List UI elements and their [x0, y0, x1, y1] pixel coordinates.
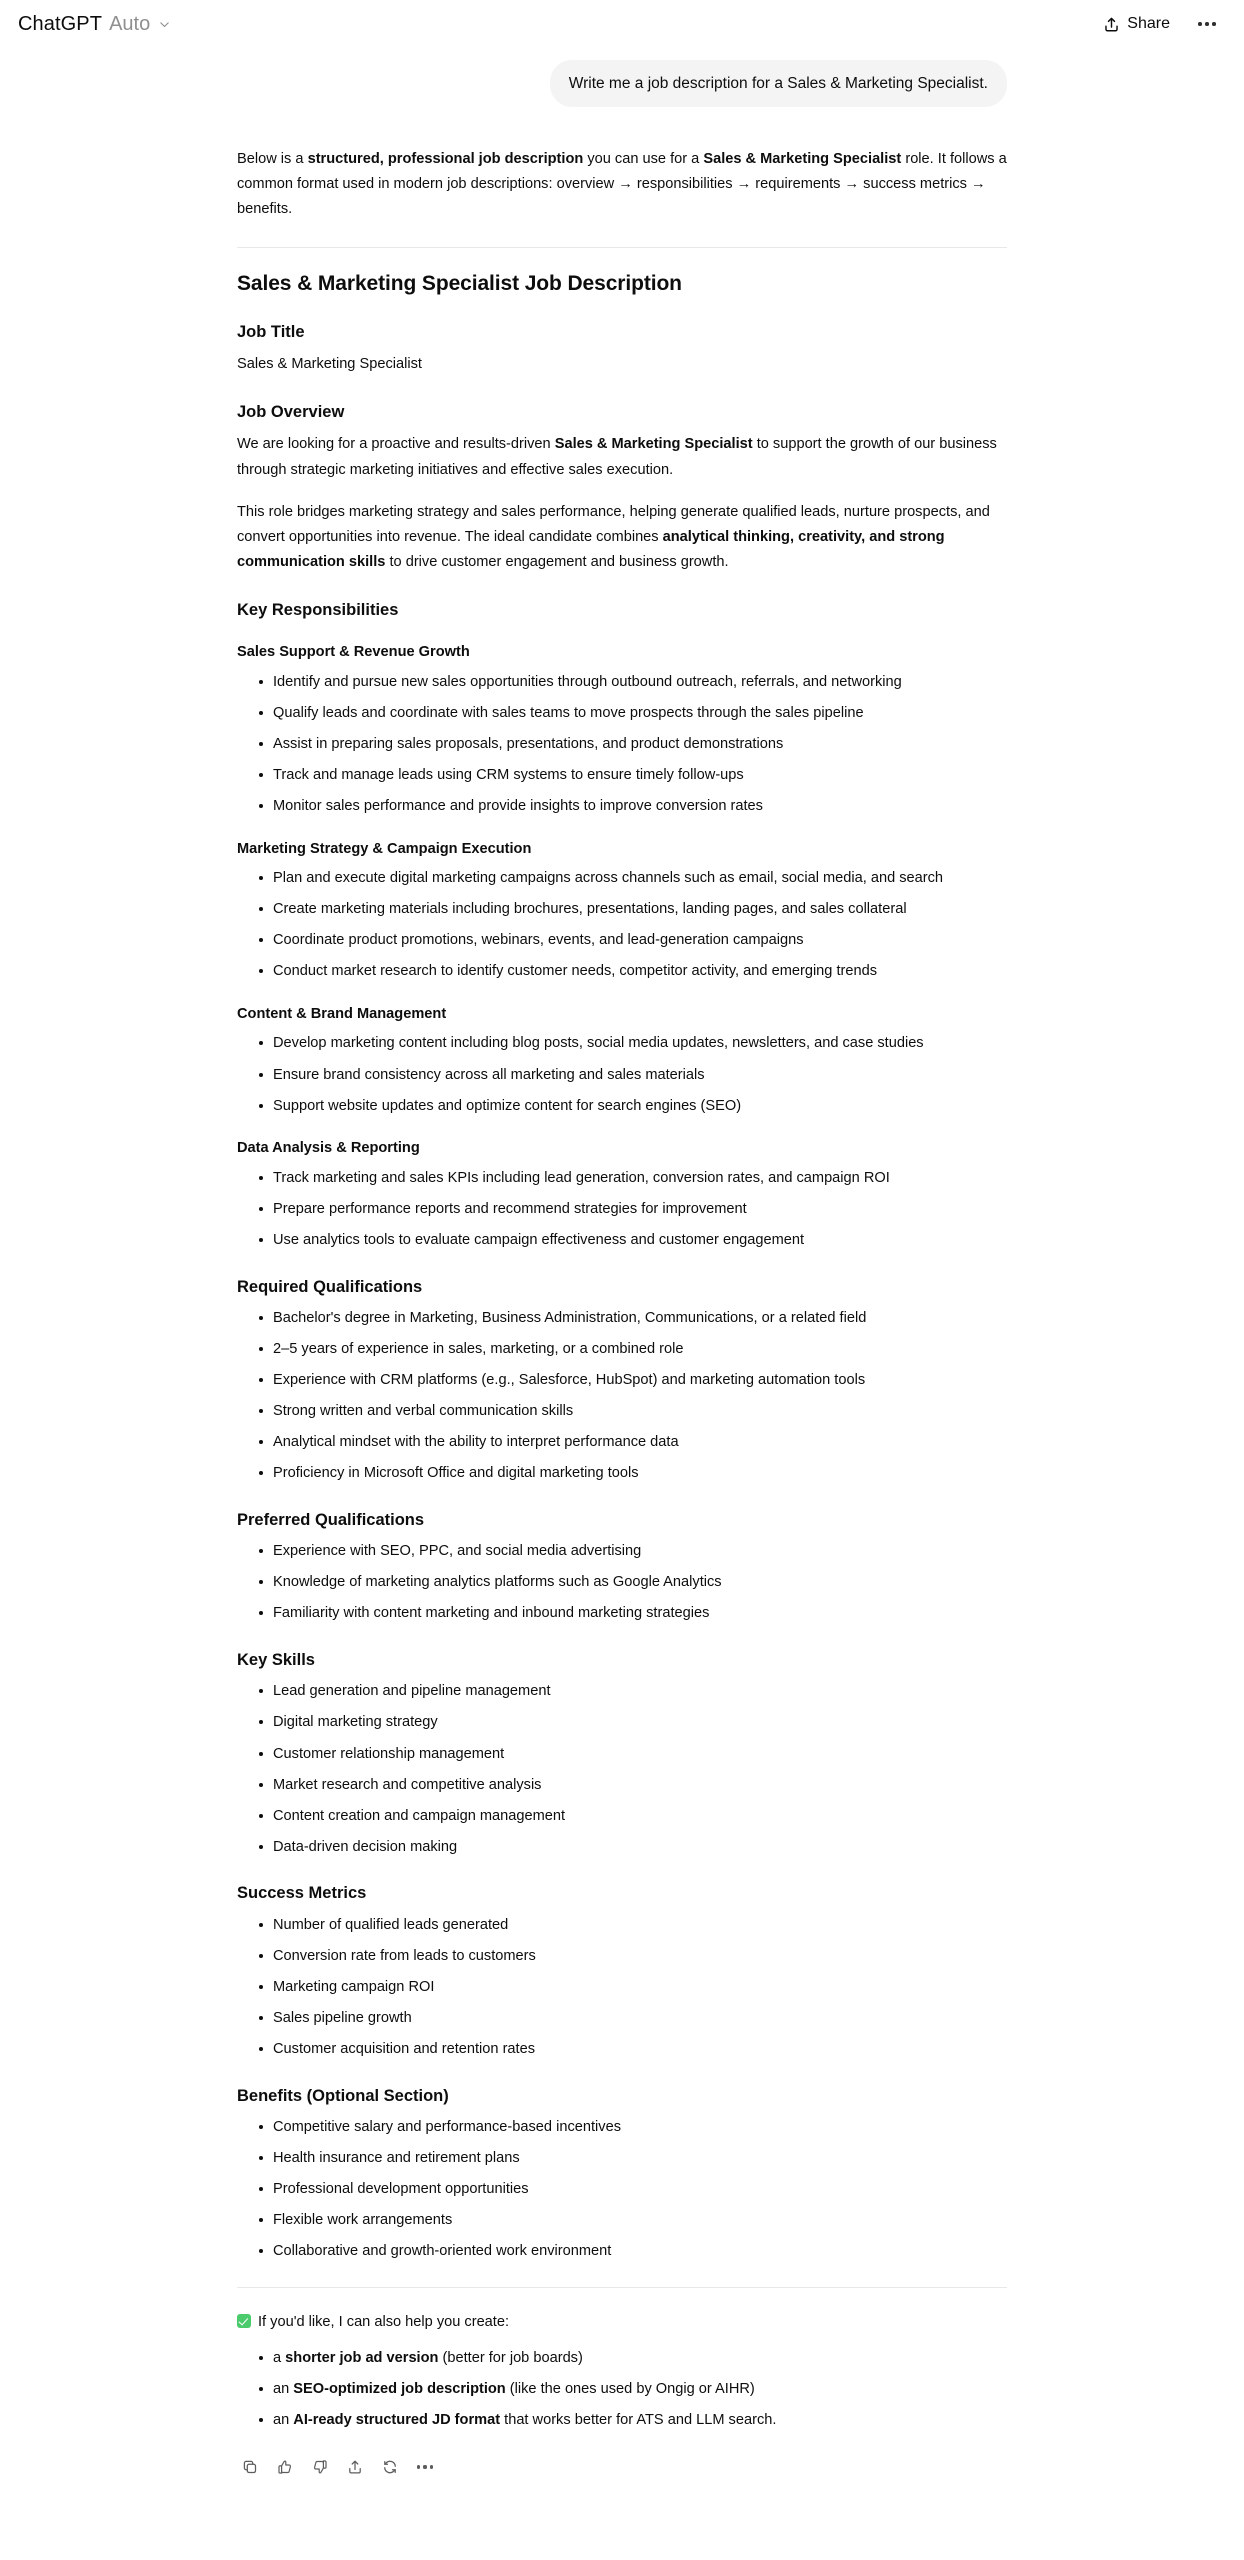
subsection-heading: Data Analysis & Reporting: [237, 1140, 420, 1157]
intro-text-a: Below is a: [237, 151, 308, 168]
list-item: Competitive salary and performance-based incentives: [259, 2116, 1007, 2139]
divider-top: [237, 247, 1007, 248]
section-heading-required-qualifications: Required Qualifications: [237, 1277, 423, 1296]
overview-paragraph-1: [237, 432, 1007, 482]
list-item: Number of qualified leads generated: [259, 1914, 1007, 1937]
list-item: Flexible work arrangements: [259, 2209, 1007, 2232]
intro-bold-a: structured, professional job description: [307, 151, 584, 168]
message-actions: [235, 2452, 1007, 2482]
ellipsis-icon: [1198, 22, 1216, 26]
section-heading-key-skills: Key Skills: [237, 1651, 315, 1670]
intro-text-c: role. It follows a common format used in modern job descriptions: overview → responsibilities → requirements → success metrics → benefits.: [237, 151, 1007, 218]
thumbs-up-button[interactable]: [270, 2452, 300, 2482]
refresh-icon: [382, 2459, 398, 2475]
model-switcher[interactable]: [18, 13, 171, 36]
subsection-heading: Content & Brand Management: [237, 1006, 447, 1023]
job-title-value: Sales & Marketing Specialist: [237, 356, 422, 373]
followup-lead: [237, 2310, 1007, 2335]
copy-button[interactable]: [235, 2452, 265, 2482]
user-message-row: [237, 60, 1007, 107]
list-item: [259, 2378, 1007, 2401]
followup-bold: SEO-optimized job description: [293, 2381, 506, 2398]
list-item: Track and manage leads using CRM systems to ensure timely follow-ups: [259, 764, 1007, 787]
list-item: Professional development opportunities: [259, 2178, 1007, 2201]
list-item: Coordinate product promotions, webinars, events, and lead-generation campaigns: [259, 929, 1007, 952]
followup-prefix: a: [273, 2350, 286, 2367]
list-item: Conduct market research to identify customer needs, competitor activity, and emerging trends: [259, 960, 1007, 983]
share-button-label: Share: [1127, 15, 1170, 32]
list-item: Bachelor's degree in Marketing, Business Administration, Communications, or a related field: [259, 1307, 1007, 1330]
section-heading-benefits: Benefits (Optional Section): [237, 2086, 449, 2105]
list-item: Develop marketing content including blog posts, social media updates, newsletters, and case studies: [259, 1032, 1007, 1055]
followup-prefix: an: [273, 2381, 294, 2398]
user-message-bubble: Write me a job description for a Sales & Marketing Specialist.: [550, 60, 1007, 107]
list-item: Prepare performance reports and recommend strategies for improvement: [259, 1198, 1007, 1221]
responsibility-groups: [237, 642, 1007, 1251]
overview-text-c: This role bridges marketing strategy and sales performance, helping generate qualified leads, nurture prospects, and convert opportunities into revenue. The ideal candidate combines: [237, 503, 990, 545]
bullet-list: [237, 1307, 1007, 1485]
more-options-button[interactable]: [1192, 9, 1222, 39]
followup-suffix: (like the ones used by Ongig or AIHR): [505, 2381, 755, 2398]
list-item: Conversion rate from leads to customers: [259, 1945, 1007, 1968]
section-heading-key-responsibilities: Key Responsibilities: [237, 600, 399, 619]
followup-bold: shorter job ad version: [285, 2350, 439, 2367]
followup-lead-text: If you'd like, I can also help you create:: [258, 2314, 510, 2331]
list-item: Familiarity with content marketing and inbound marketing strategies: [259, 1602, 1007, 1625]
thumbs-down-icon: [312, 2459, 328, 2475]
followup-bullet-list: [237, 2347, 1007, 2432]
share-message-button[interactable]: [340, 2452, 370, 2482]
list-item: Plan and execute digital marketing campaigns across channels such as email, social media, and search: [259, 867, 1007, 890]
bullet-list: [237, 1540, 1007, 1625]
overview-text-b: to support the growth of our business through strategic marketing initiatives and effective sales execution.: [237, 436, 997, 478]
chevron-down-icon: [158, 18, 171, 31]
bullet-list: [237, 1914, 1007, 2061]
list-item: Experience with CRM platforms (e.g., Salesforce, HubSpot) and marketing automation tools: [259, 1369, 1007, 1392]
list-item: Monitor sales performance and provide insights to improve conversion rates: [259, 795, 1007, 818]
list-item: Track marketing and sales KPIs including lead generation, conversion rates, and campaign ROI: [259, 1167, 1007, 1190]
overview-bold-b: analytical thinking, creativity, and strong communication skills: [237, 528, 945, 570]
bullet-list: [237, 867, 1007, 983]
list-item: Analytical mindset with the ability to interpret performance data: [259, 1431, 1007, 1454]
list-item: Health insurance and retirement plans: [259, 2147, 1007, 2170]
more-actions-button[interactable]: [410, 2452, 440, 2482]
section-heading-job-title: Job Title: [237, 322, 305, 341]
subsection-heading: Sales Support & Revenue Growth: [237, 644, 470, 661]
list-item: Strong written and verbal communication skills: [259, 1400, 1007, 1423]
thumbs-down-button[interactable]: [305, 2452, 335, 2482]
model-name-label: Auto: [109, 12, 151, 35]
list-item: [259, 2409, 1007, 2432]
list-item: Customer acquisition and retention rates: [259, 2038, 1007, 2061]
section-heading-job-overview: Job Overview: [237, 403, 345, 422]
followup-suffix: (better for job boards): [438, 2350, 583, 2367]
intro-text-b: you can use for a: [583, 151, 704, 168]
list-item: Ensure brand consistency across all marketing and sales materials: [259, 1064, 1007, 1087]
page-title: Sales & Marketing Specialist Job Description: [237, 271, 682, 295]
overview-paragraph-2: [237, 500, 1007, 575]
bullet-list: [237, 1032, 1007, 1117]
bullet-list: [237, 1167, 1007, 1252]
list-item: Identify and pursue new sales opportunities through outbound outreach, referrals, and networking: [259, 671, 1007, 694]
section-heading-preferred-qualifications: Preferred Qualifications: [237, 1510, 425, 1529]
share-upload-icon: [1103, 16, 1120, 33]
bullet-list: [237, 2116, 1007, 2263]
list-item: Use analytics tools to evaluate campaign effectiveness and customer engagement: [259, 1229, 1007, 1252]
list-item: Market research and competitive analysis: [259, 1774, 1007, 1797]
list-item: 2–5 years of experience in sales, marketing, or a combined role: [259, 1338, 1007, 1361]
top-bar: [0, 0, 1244, 48]
assistant-message: [237, 147, 1007, 2482]
followup-bold: AI-ready structured JD format: [293, 2412, 501, 2429]
list-item: Proficiency in Microsoft Office and digital marketing tools: [259, 1462, 1007, 1485]
list-item: Collaborative and growth-oriented work environment: [259, 2240, 1007, 2263]
bullet-list: [237, 671, 1007, 818]
app-brand: ChatGPT: [18, 12, 103, 35]
list-item: Qualify leads and coordinate with sales teams to move prospects through the sales pipeline: [259, 702, 1007, 725]
list-item: Support website updates and optimize content for search engines (SEO): [259, 1095, 1007, 1118]
overview-bold-a: Sales & Marketing Specialist: [554, 436, 753, 453]
list-item: Marketing campaign ROI: [259, 1976, 1007, 1999]
check-mark-icon: [237, 2314, 251, 2328]
divider-bottom: [237, 2287, 1007, 2288]
bullet-list: [237, 1680, 1007, 1858]
followup-suffix: that works better for ATS and LLM search.: [500, 2412, 777, 2429]
list-item: Digital marketing strategy: [259, 1711, 1007, 1734]
list-item: Knowledge of marketing analytics platforms such as Google Analytics: [259, 1571, 1007, 1594]
conversation-thread: [237, 48, 1007, 2542]
followup-prefix: an: [273, 2412, 294, 2429]
list-item: Lead generation and pipeline management: [259, 1680, 1007, 1703]
list-item: Customer relationship management: [259, 1743, 1007, 1766]
share-upload-icon: [347, 2459, 363, 2475]
regenerate-button[interactable]: [375, 2452, 405, 2482]
list-item: Experience with SEO, PPC, and social media advertising: [259, 1540, 1007, 1563]
list-item: Sales pipeline growth: [259, 2007, 1007, 2030]
copy-icon: [242, 2459, 258, 2475]
list-item: Assist in preparing sales proposals, presentations, and product demonstrations: [259, 733, 1007, 756]
list-item: Create marketing materials including brochures, presentations, landing pages, and sales collateral: [259, 898, 1007, 921]
top-bar-actions: [1095, 9, 1222, 39]
share-button[interactable]: [1095, 9, 1178, 39]
ellipsis-icon: [417, 2465, 434, 2468]
list-item: Content creation and campaign management: [259, 1805, 1007, 1828]
overview-text-a: We are looking for a proactive and results-driven: [237, 436, 555, 453]
thumbs-up-icon: [277, 2459, 293, 2475]
subsection-heading: Marketing Strategy & Campaign Execution: [237, 840, 532, 857]
intro-paragraph: [237, 147, 1007, 222]
overview-text-d: to drive customer engagement and business growth.: [385, 553, 729, 570]
section-heading-success-metrics: Success Metrics: [237, 1884, 367, 1903]
list-item: [259, 2347, 1007, 2370]
list-item: Data-driven decision making: [259, 1836, 1007, 1859]
intro-bold-b: Sales & Marketing Specialist: [703, 151, 902, 168]
